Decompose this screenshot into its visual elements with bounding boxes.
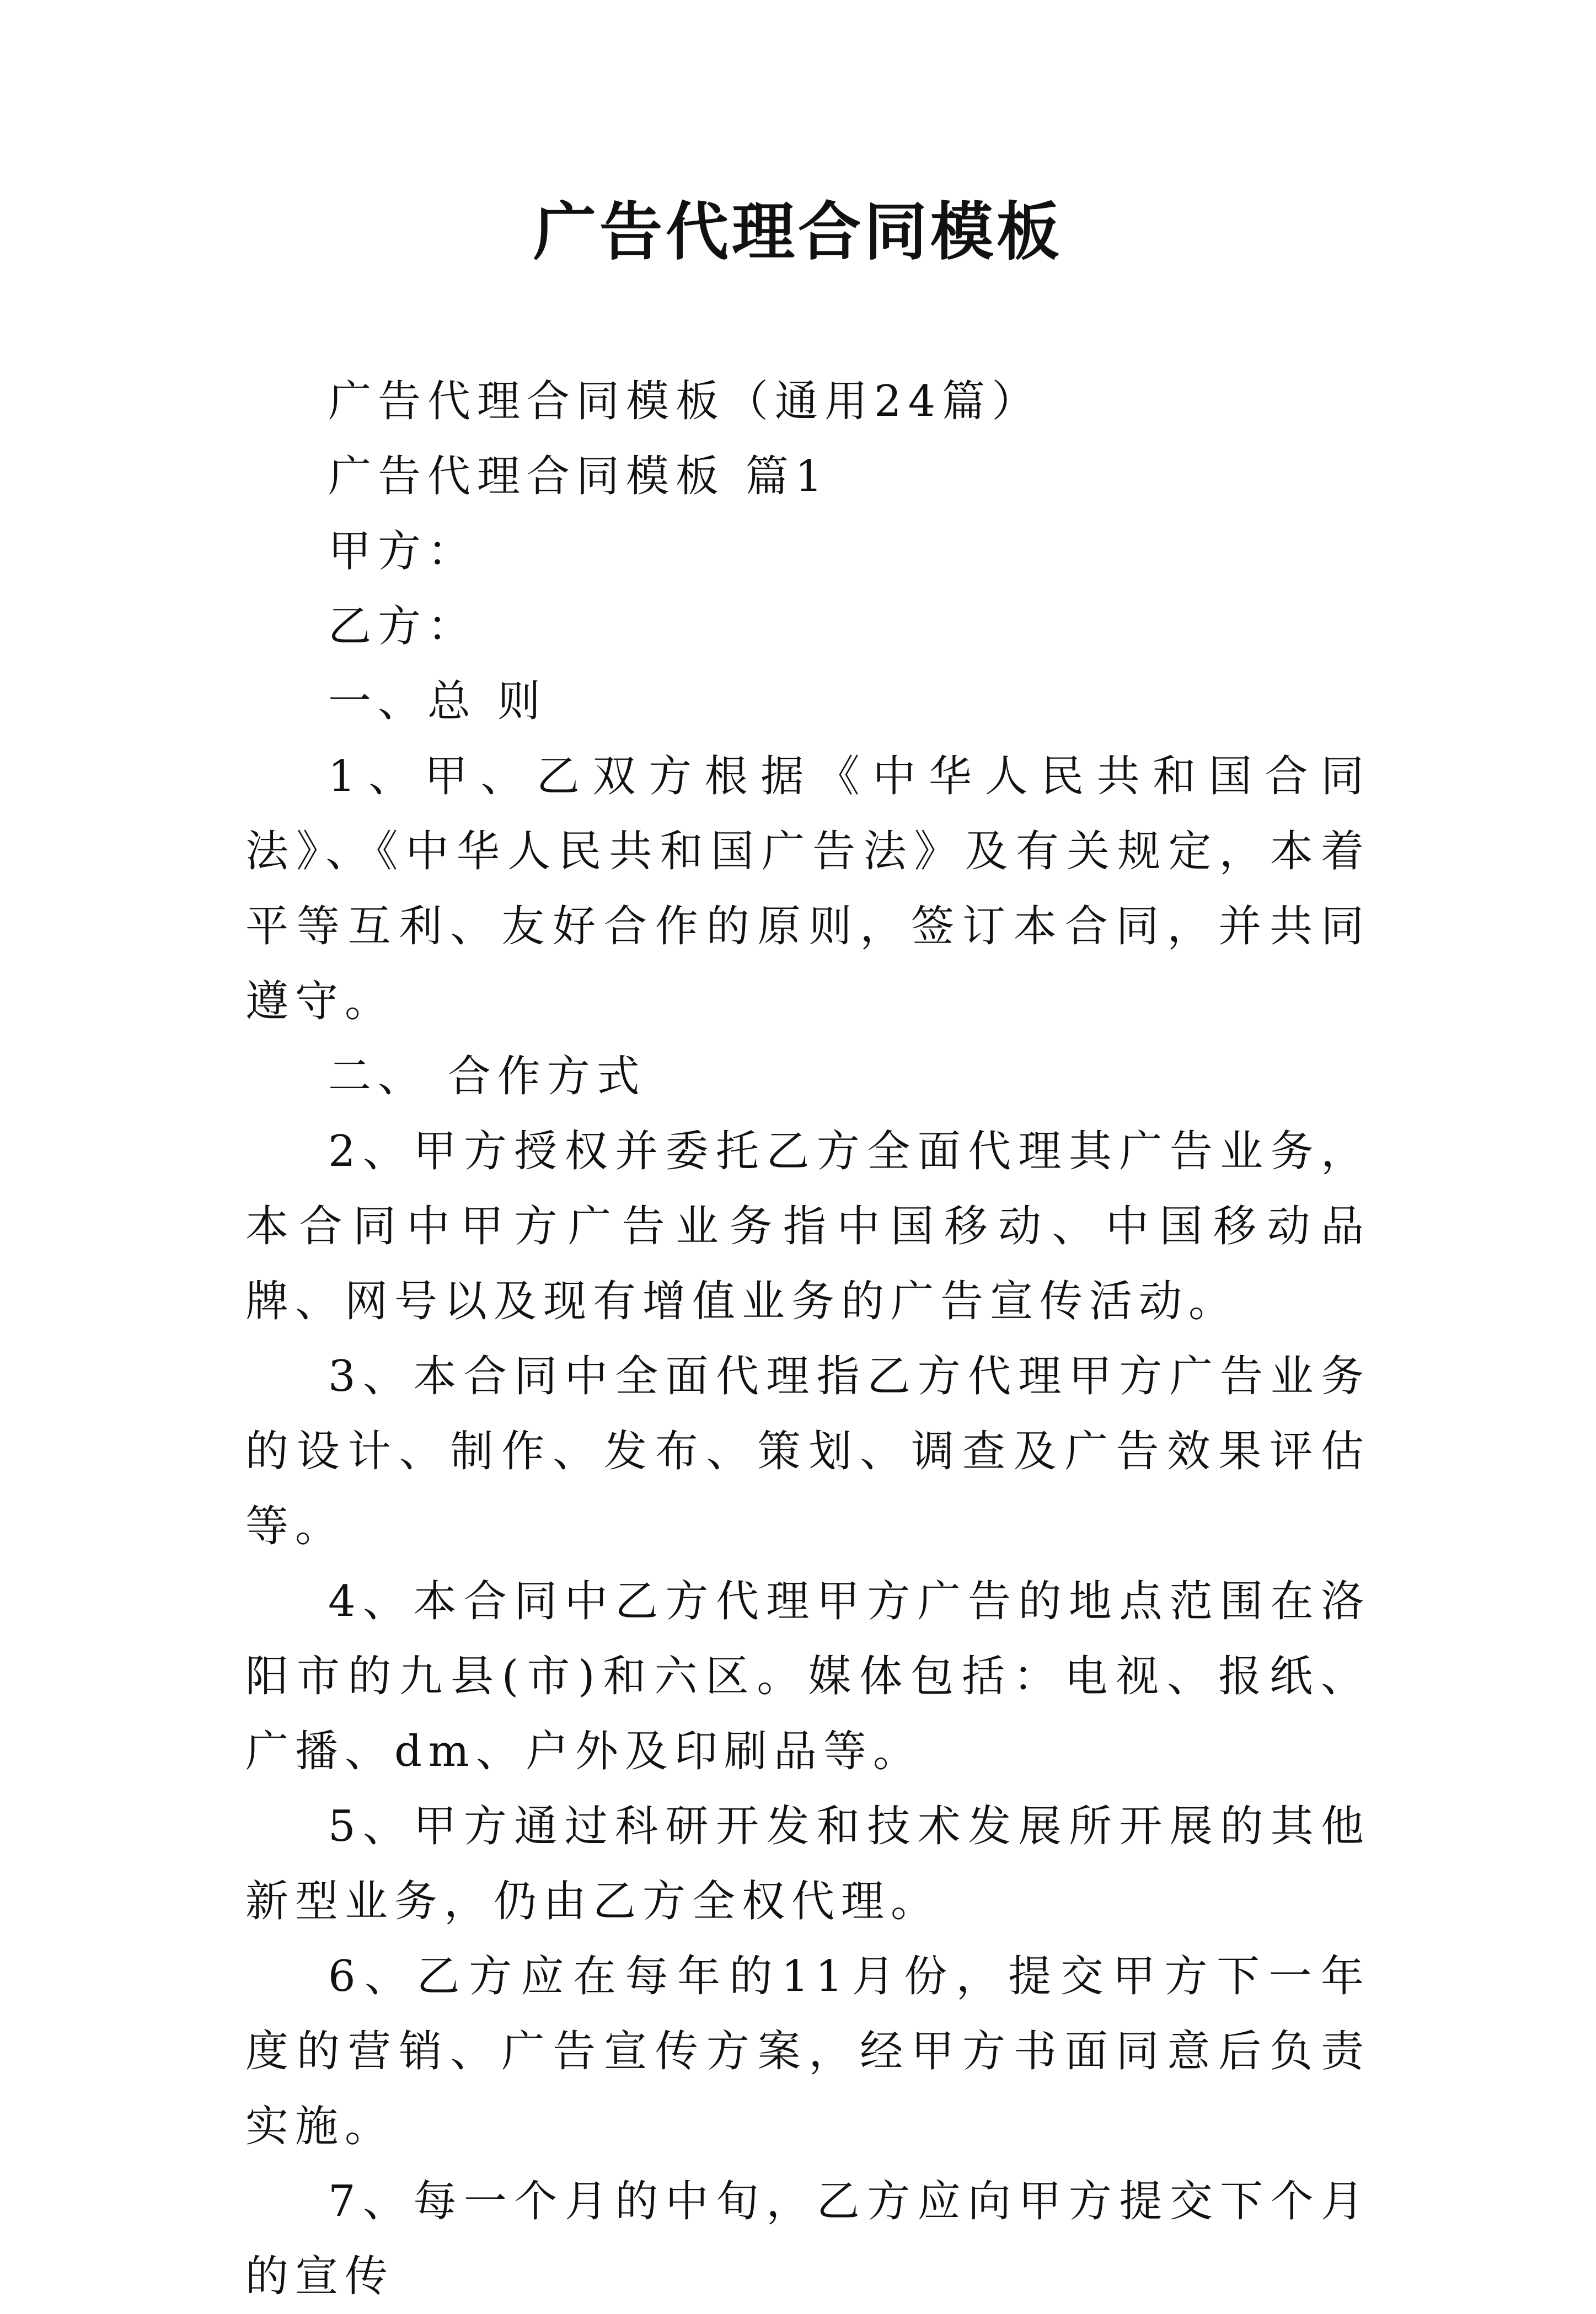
paragraph-clause-7: 7、每一个月的中旬，乙方应向甲方提交下个月的宣传 [245, 2177, 1370, 2301]
paragraph-clause-6: 6、乙方应在每年的11月份，提交甲方下一年度的营销、广告宣传方案，经甲方书面同意后负责实施。 [245, 1952, 1370, 2151]
paragraph-subtitle: 广告代理合同模板（通用24篇） [328, 377, 1042, 426]
paragraph-party-a: 甲方： [328, 527, 478, 576]
paragraph-clause-3: 3、本合同中全面代理指乙方代理甲方广告业务的设计、制作、发布、策划、调查及广告效果评估等。 [245, 1352, 1370, 1551]
paragraph-clause-4: 4、本合同中乙方代理甲方广告的地点范围在洛阳市的九县(市)和六区。媒体包括：电视、报纸、广播、dm、户外及印刷品等。 [245, 1577, 1370, 1776]
document-body [245, 364, 1370, 2314]
document-title: 广告代理合同模板 [533, 195, 1063, 269]
paragraph-party-b: 乙方： [328, 602, 478, 651]
paragraph-general-principles: 一、总 则 [328, 677, 547, 726]
paragraph-clause-1: 1、甲、乙双方根据《中华人民共和国合同法》、《中华人民共和国广告法》及有关规定，本着平等互利、友好合作的原则，签订本合同，并共同遵守。 [245, 752, 1370, 1026]
paragraph-section-heading: 广告代理合同模板 篇1 [328, 452, 829, 501]
paragraph-cooperation-method: 二、 合作方式 [328, 1052, 646, 1101]
paragraph-clause-5: 5、甲方通过科研开发和技术发展所开展的其他新型业务，仍由乙方全权代理。 [245, 1802, 1370, 1926]
paragraph-clause-2: 2、甲方授权并委托乙方全面代理其广告业务，本合同中甲方广告业务指中国移动、中国移动品牌、网号以及现有增值业务的广告宣传活动。 [245, 1127, 1370, 1326]
